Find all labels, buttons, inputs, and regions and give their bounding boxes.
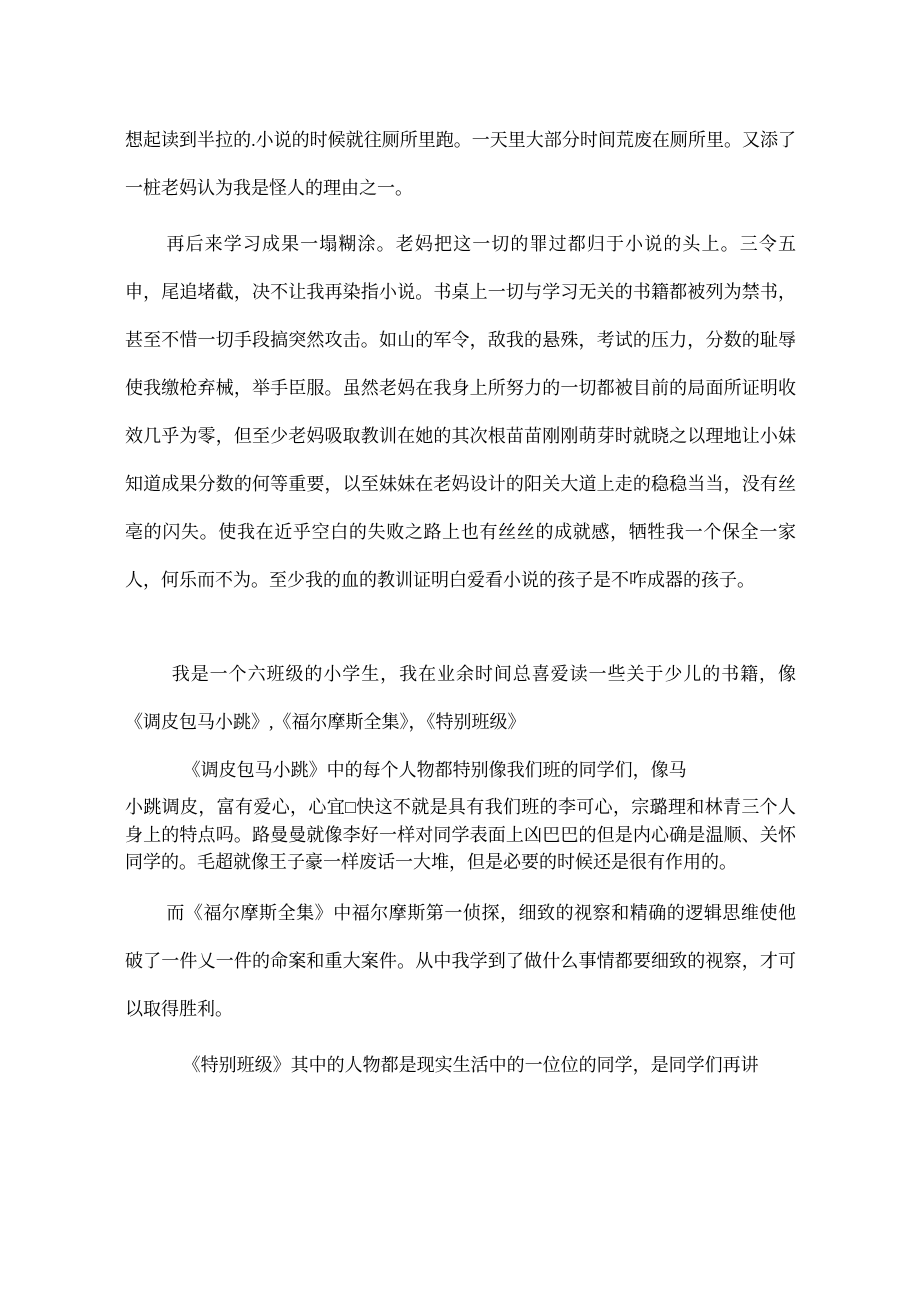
paragraph-sixth-grade-intro: 我是一个六班级的小学生，我在业余时间总喜爱读一些关于少儿的书籍，像《调皮包马小跳》,《福尔摩斯全集》，《特别班级》 bbox=[125, 664, 796, 732]
paragraph-ma-xiaotiao-detail: 小跳调皮，富有爱心，心宜□快这不就是具有我们班的李可心，宗璐理和林青三个人身上的特点吗。路曼曼就像李好一样对同学表面上凶巴巴的但是内心确是温顺、关怀同学的。毛超就像王子豪一样废话一大堆，但是必要的时候还是很有作用的。 bbox=[125, 797, 796, 872]
paragraph-continuation: 想起读到半拉的.小说的时候就往厕所里跑。一天里大部分时间荒废在厕所里。又添了一桩老妈认为我是怪人的理由之一。 bbox=[125, 130, 796, 198]
paragraph-sherlock-holmes: 而《福尔摩斯全集》中福尔摩斯第一侦探，细致的视察和精确的逻辑思维使他破了一件乂一件的命案和重大案件。从中我学到了做什么事情都要细致的视察，才可以取得胜利。 bbox=[125, 902, 796, 1019]
paragraph-study-results: 再后来学习成果一塌糊涂。老妈把这一切的罪过都归于小说的头上。三令五申，尾追堵截，决不让我再染指小说。书桌上一切与学习无关的书籍都被列为禁书，甚至不惜一切手段搞突然攻击。如山的军令，敌我的悬殊，考试的压力，分数的耻辱使我缴枪弃械，举手臣服。虽然老妈在我身上所努力的一切都被目前的局面所证明收效几乎为零，但至少老妈吸取教训在她的其次根苗苗刚刚萌芽时就晓之以理地让小妹知道成果分数的何等重要，以至妹妹在老妈设计的阳关大道上走的稳稳当当，没有丝亳的闪失。使我在近乎空白的失败之路上也有丝丝的成就感，牺牲我一个保全一家人，何乐而不为。至少我的血的教训证明白爱看小说的孩子是不咋成器的孩子。 bbox=[125, 234, 796, 590]
paragraph-ma-xiaotiao-lead: 《调皮包马小跳》中的每个人物都特别像我们班的同学们，像马 bbox=[182, 760, 687, 780]
paragraph-special-class: 《特别班级》其中的人物都是现实生活中的一位位的同学，是同学们再讲 bbox=[182, 1054, 759, 1075]
